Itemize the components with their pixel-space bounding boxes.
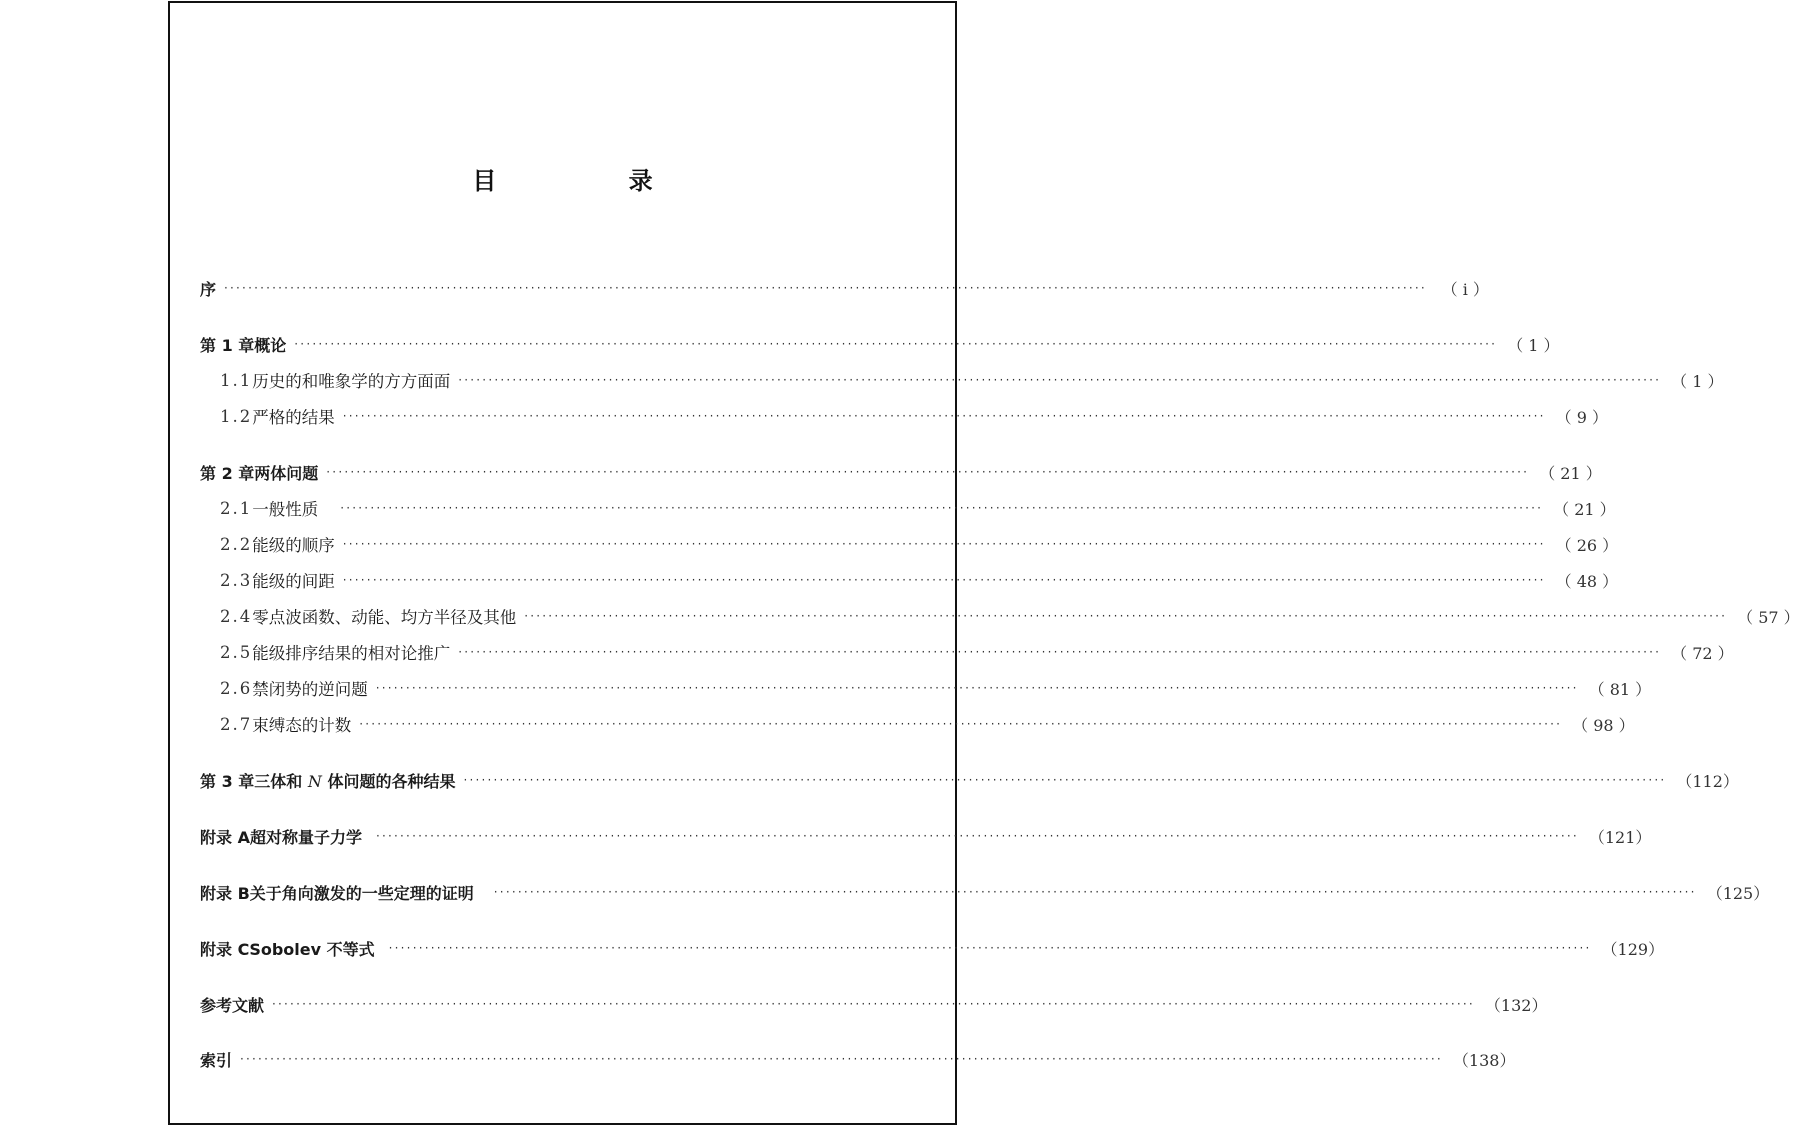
- toc-entry-page: （138）: [1452, 1050, 1516, 1070]
- leader-dots: ········································································································································································································: [224, 281, 1427, 295]
- leader-dots: ········································································································································································································: [294, 337, 1498, 351]
- toc-entry-number: 1.2: [220, 406, 253, 426]
- toc-entry-chapter-3[interactable]: [200, 767, 1739, 793]
- toc-entry-page: （ 26 ）: [1555, 535, 1619, 555]
- toc-entry-page: （ 21 ）: [1553, 499, 1616, 519]
- toc-entry-number: 附录 A: [200, 827, 250, 847]
- toc-entry-label: 超对称量子力学: [249, 827, 362, 847]
- leader-dots: ········································································································································································································: [375, 829, 1579, 843]
- label-math-n: N: [307, 771, 322, 791]
- toc-entry-page: （ ⅰ ）: [1441, 279, 1489, 299]
- toc-entry-section-2-2[interactable]: [220, 531, 1619, 557]
- leader-dots: ········································································································································································································: [463, 773, 1667, 787]
- toc-entry-section-2-3[interactable]: [220, 567, 1619, 593]
- toc-entry-number: 2.6: [220, 678, 253, 698]
- toc-entry-label: 能级排序结果的相对论推广: [252, 644, 451, 663]
- toc-entry-number: 2.5: [220, 642, 253, 662]
- toc-entry-appendix-a[interactable]: [200, 823, 1652, 849]
- toc-entry-section-2-7[interactable]: [220, 711, 1635, 737]
- toc-entry-label: [254, 769, 455, 792]
- toc-entry-page: （ 57 ）: [1737, 607, 1800, 627]
- toc-entry-label: 能级的间距: [252, 572, 335, 591]
- toc-entry-page: （ 21 ）: [1539, 463, 1602, 483]
- toc-entry-label: 两体问题: [254, 463, 319, 483]
- toc-entry-label: 禁闭势的逆问题: [252, 680, 368, 699]
- toc-entry-page: （ 81 ）: [1588, 679, 1652, 699]
- document-page: [168, 1, 1800, 1125]
- toc-entry-label: 束缚态的计数: [252, 716, 352, 735]
- leader-dots: ········································································································································································································: [272, 997, 1475, 1011]
- leader-dots: ········································································································································································································: [340, 501, 1544, 515]
- toc-entry-chapter-1[interactable]: [200, 331, 1560, 357]
- toc-entry-page: （ 98 ）: [1572, 715, 1635, 735]
- toc-entry-page: （ 9 ）: [1555, 407, 1608, 427]
- toc-entry-label: 严格的结果: [252, 408, 335, 427]
- toc-entry-index[interactable]: [200, 1046, 1516, 1072]
- toc-entry-number: 第 2 章: [200, 463, 255, 483]
- toc-entry-page: （ 1 ）: [1507, 335, 1560, 355]
- toc-entry-references[interactable]: [200, 991, 1548, 1017]
- toc-entry-label: 索引: [200, 1050, 233, 1070]
- toc-entry-label: 零点波函数、动能、均方半径及其他: [252, 608, 517, 627]
- toc-entry-section-2-6[interactable]: [220, 675, 1652, 701]
- toc-entry-page: （132）: [1484, 995, 1548, 1015]
- leader-dots: ········································································································································································································: [326, 465, 1530, 479]
- toc-entry-section-2-5[interactable]: [220, 639, 1734, 665]
- leader-dots: ········································································································································································································: [342, 573, 1546, 587]
- toc-entry-page: （ 1 ）: [1671, 371, 1724, 391]
- toc-entry-number: 附录 C: [200, 939, 250, 959]
- page-title: 目 录: [472, 167, 715, 195]
- toc-entry-number: 2.1: [220, 498, 253, 518]
- label-part: 三体和: [254, 771, 303, 791]
- leader-dots: ········································································································································································································: [240, 1052, 1443, 1066]
- toc-entry-number: 2.3: [220, 570, 253, 590]
- toc-entry-label: 概论: [254, 335, 287, 355]
- toc-entry-number: 附录 B: [200, 883, 250, 903]
- toc-entry-label: 序: [200, 279, 217, 299]
- leader-dots: ········································································································································································································: [524, 609, 1728, 623]
- toc-entry-number: 1.1: [220, 370, 253, 390]
- toc-entry-page: （121）: [1588, 827, 1652, 847]
- toc-entry-label: 能级的顺序: [252, 536, 335, 555]
- toc-entry-label: 一般性质: [252, 500, 319, 519]
- toc-entry-page: （ 48 ）: [1555, 571, 1619, 591]
- toc-entry-number: 第 1 章: [200, 335, 255, 355]
- toc-entry-label: 参考文献: [200, 995, 265, 1015]
- toc-entry-preface[interactable]: [200, 275, 1489, 301]
- leader-dots: ········································································································································································································: [375, 681, 1579, 695]
- toc-entry-page: （112）: [1676, 771, 1739, 791]
- toc-entry-section-1-1[interactable]: [220, 367, 1724, 393]
- toc-entry-number: 2.7: [220, 714, 253, 734]
- leader-dots: ········································································································································································································: [458, 373, 1662, 387]
- toc-entry-page: （ 72 ）: [1671, 643, 1734, 663]
- leader-dots: ········································································································································································································: [342, 409, 1546, 423]
- toc-entry-appendix-b[interactable]: [200, 879, 1770, 905]
- toc-entry-section-2-4[interactable]: [220, 603, 1800, 629]
- toc-entry-label: 关于角向激发的一些定理的证明: [249, 883, 474, 903]
- toc-entry-page: （125）: [1706, 883, 1770, 903]
- leader-dots: ········································································································································································································: [359, 717, 1563, 731]
- toc-entry-page: （129）: [1601, 939, 1665, 959]
- leader-dots: ········································································································································································································: [388, 941, 1592, 955]
- toc-entry-number: 2.4: [220, 606, 253, 626]
- toc-entry-section-1-2[interactable]: [220, 403, 1608, 429]
- toc-entry-number: 第 3 章: [200, 771, 255, 791]
- leader-dots: ········································································································································································································: [458, 645, 1662, 659]
- toc-entry-label: 历史的和唯象学的方方面面: [252, 372, 451, 391]
- toc-entry-number: 2.2: [220, 534, 253, 554]
- toc-entry-label: Sobolev 不等式: [249, 939, 375, 959]
- leader-dots: ········································································································································································································: [493, 885, 1697, 899]
- toc-entry-appendix-c[interactable]: [200, 935, 1665, 961]
- toc-entry-section-2-1[interactable]: [220, 495, 1616, 521]
- leader-dots: ········································································································································································································: [342, 537, 1546, 551]
- label-part: 体问题的各种结果: [327, 771, 456, 791]
- toc-entry-chapter-2[interactable]: [200, 459, 1602, 485]
